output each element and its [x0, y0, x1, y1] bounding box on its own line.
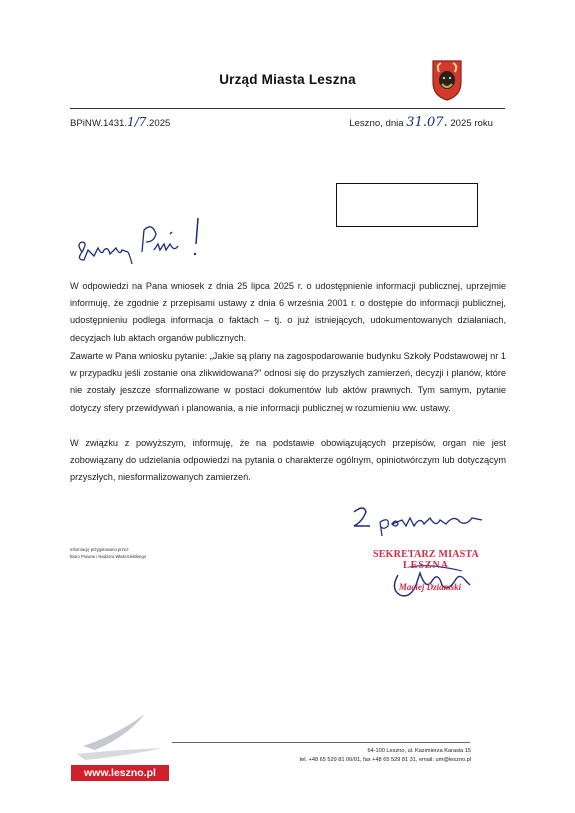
reference-suffix: .2025: [146, 118, 171, 129]
place-prefix: Leszno, dnia: [349, 118, 404, 129]
reference-prefix: BPiNW.1431.: [70, 118, 128, 129]
reference-handwritten: 1/7: [127, 115, 147, 129]
document-date: [349, 115, 493, 130]
header-divider: [70, 108, 505, 109]
document-reference: [70, 115, 170, 129]
body-paragraph-3: W związku z powyższym, informuję, że na podstawie obowiązujących przepisów, organ nie jest zobowiązany do udzielania odpowiedzi na pytania o charakterze ogólnym, opiniotwórczym lub dotyczącym przyszłych, niesformalizowanych zamierzeń.: [70, 438, 506, 483]
prepared-by-line-1: Informację przygotowano przez:: [70, 547, 130, 552]
date-handwritten: 31.07.: [406, 115, 448, 130]
salutation-handwritten: [70, 212, 220, 274]
stamp-name: Maciej Dziamski: [398, 582, 462, 592]
body-paragraph-1: W odpowiedzi na Pana wniosek z dnia 25 lipca 2025 r. o udostępnienie informacji publicznej, uprzejmie informuję, że zgodnie z przepisami ustawy z dnia 6 września 2001 r. o dostępie do informacji publicznej, udostępnieniu podlega informacja o faktach – tj. o już istniejących, udokumentowanych działaniach, decyzjach lub aktach organów publicznych.: [70, 281, 506, 343]
leszno-coat-of-arms-icon: [430, 58, 464, 102]
body-paragraph-2: Zawarte w Pana wniosku pytanie: „Jakie są plany na zagospodarowanie budynku Szkoły Podstawowej nr 1 w przypadku jeśli zostanie ona zlikwidowana?” odnosi się do przyszłych zamierzeń, decyzji i planów, które nie zostały jeszcze sformalizowane w postaci dokumentów lub aktów prawnych. Tym samym, pytanie dotyczy sfery przewidywań i planowania, a nie informacji publicznej w rozumieniu ww. ustawy.: [70, 351, 506, 413]
footer-contact: tel. +48 65 529 81 00/01, fax +48 65 529 81 31, email: um@leszno.pl: [299, 757, 471, 763]
website-link[interactable]: www.leszno.pl: [71, 765, 169, 781]
handwritten-regards: [350, 500, 500, 540]
organization-title: Urząd Miasta Leszna: [219, 72, 356, 87]
recipient-redacted-box: [336, 183, 478, 227]
footer-address: 64-100 Leszno, ul. Kazimierza Karasia 15: [367, 748, 471, 754]
stamp-title: SEKRETARZ MIASTA: [373, 549, 479, 560]
stamp-city: LESZNA: [402, 560, 449, 571]
prepared-by-line-2: Biuro Prawne i Nadzoru Właścicielskiego: [70, 553, 147, 559]
prepared-by-note: [70, 547, 146, 560]
leszno-logo-swoosh-icon: [75, 706, 165, 761]
date-suffix: 2025 roku: [450, 118, 493, 129]
footer-divider: [172, 742, 470, 743]
